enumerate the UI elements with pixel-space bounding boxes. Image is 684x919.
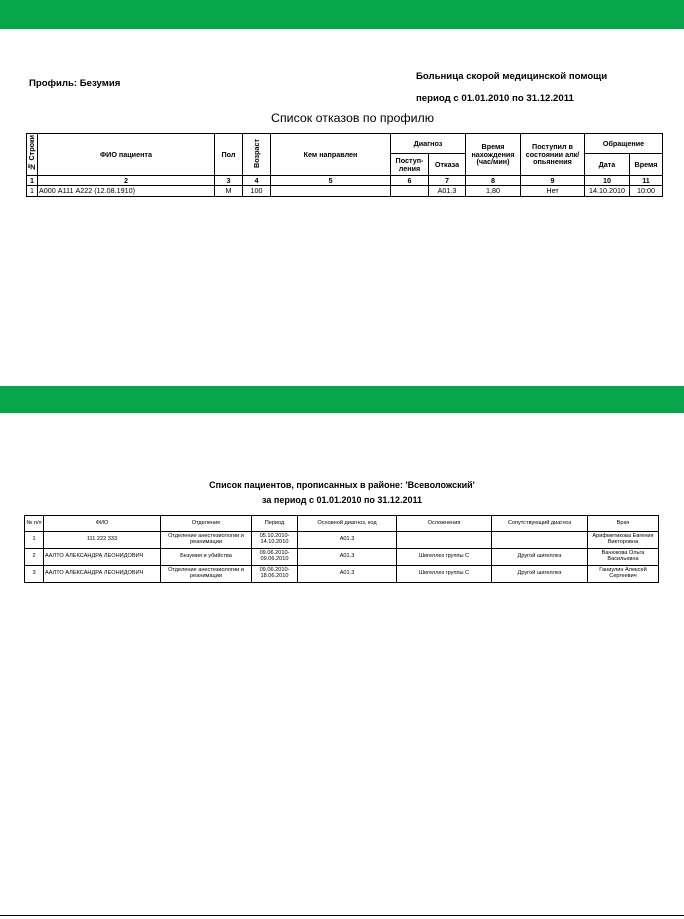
header-sex: Пол (215, 134, 243, 176)
cell-sex: М (215, 186, 243, 197)
col-number: 8 (466, 176, 521, 186)
cell-time: 10:00 (630, 186, 663, 197)
cell-no: 1 (25, 532, 44, 549)
cell-doctor: Арифметикова Евгения Викторовна (588, 532, 659, 549)
cell-fio: ААЛТО АЛЕКСАНДРА ЛЕОНИДОВИЧ (44, 549, 161, 566)
report2-period: за период с 01.01.2010 по 31.12.2011 (262, 495, 422, 505)
cell-fio: ААЛТО АЛЕКСАНДРА ЛЕОНИДОВИЧ (44, 566, 161, 583)
col-number: 10 (585, 176, 630, 186)
header-complications: Осложнения (397, 516, 492, 532)
cell-department: Безумия и убийства (161, 549, 252, 566)
cell-no: 3 (25, 566, 44, 583)
col-number: 6 (391, 176, 429, 186)
header-stay-time: Время нахождения (час/мин) (466, 134, 521, 176)
cell-department: Отделение анестезиологии и реанимации (161, 532, 252, 549)
top-green-band (0, 0, 684, 29)
cell-doctor: Ганиулин Алексей Сергеевич (588, 566, 659, 583)
cell-age: 100 (243, 186, 271, 197)
profile-label: Профиль: Безумия (29, 78, 121, 89)
table-row (25, 532, 659, 549)
column-numbers-row (27, 176, 663, 186)
header-row-no: № Строки (27, 134, 38, 176)
cell-main-diagnosis: A01.3 (298, 532, 397, 549)
header-doctor: Врач (588, 516, 659, 532)
cell-complications: Шигеллез группы С (397, 566, 492, 583)
cell-fio: А000 А111 А222 (12.08.1910) (38, 186, 215, 197)
cell-period: 09.06.2010-18.06.2010 (252, 566, 298, 583)
header-diagnosis: Диагноз (391, 134, 466, 154)
cell-period: 09.06.2010-09.06.2010 (252, 549, 298, 566)
table-row (25, 566, 659, 583)
header-department: Отделение (161, 516, 252, 532)
col-number: 5 (271, 176, 391, 186)
report1-title: Список отказов по профилю (271, 111, 435, 125)
col-number: 4 (243, 176, 271, 186)
middle-green-band (0, 386, 684, 413)
header-diag-admission: Поступ-ления (391, 154, 429, 176)
cell-fio: 111 222 333 (44, 532, 161, 549)
cell-concomitant: Другой шигеллез (492, 549, 588, 566)
cell-period: 05.10.2010-14.10.2010 (252, 532, 298, 549)
cell-no: 1 (27, 186, 38, 197)
header-diag-refusal: Отказа (429, 154, 466, 176)
col-number: 11 (630, 176, 663, 186)
cell-complications (397, 532, 492, 549)
table-row (25, 549, 659, 566)
cell-referred-by (271, 186, 391, 197)
header-referred-by: Кем направлен (271, 134, 391, 176)
patients-table (24, 515, 659, 583)
col-number: 9 (521, 176, 585, 186)
col-number: 7 (429, 176, 466, 186)
cell-doctor: Ванюкова Ольга Васильевна (588, 549, 659, 566)
header-visit-date: Дата (585, 154, 630, 176)
header-no: № п/п (25, 516, 44, 532)
report2-title: Список пациентов, прописанных в районе: 'Всеволожский' (209, 480, 475, 490)
header-age: Возраст (243, 134, 271, 176)
header-visit: Обращение (585, 134, 663, 154)
header-main-diagnosis: Основной диагноз, код (298, 516, 397, 532)
table-row (27, 186, 663, 197)
cell-intox: Нет (521, 186, 585, 197)
cell-complications: Шигеллез группы С (397, 549, 492, 566)
report1-period: период с 01.01.2010 по 31.12.2011 (416, 93, 574, 104)
cell-main-diagnosis: A01.3 (298, 566, 397, 583)
col-number: 3 (215, 176, 243, 186)
cell-stay-time: 1,80 (466, 186, 521, 197)
cell-main-diagnosis: A01.3 (298, 549, 397, 566)
header-fio: ФИО пациента (38, 134, 215, 176)
bottom-divider (0, 915, 684, 916)
cell-date: 14.10.2010 (585, 186, 630, 197)
cell-concomitant: Другой шигеллез (492, 566, 588, 583)
header-period: Период (252, 516, 298, 532)
header-visit-time: Время (630, 154, 663, 176)
cell-concomitant (492, 532, 588, 549)
cell-no: 2 (25, 549, 44, 566)
refusals-table (26, 133, 663, 197)
header-concomitant: Сопутствующий диагноз (492, 516, 588, 532)
cell-diag-admission (391, 186, 429, 197)
cell-department: Отделение анестезиологии и реанимации (161, 566, 252, 583)
cell-diag-refusal: A01.3 (429, 186, 466, 197)
col-number: 1 (27, 176, 38, 186)
header-intox: Поступил в состоянии алк/опьянения (521, 134, 585, 176)
col-number: 2 (38, 176, 215, 186)
hospital-name: Больница скорой медицинской помощи (416, 71, 608, 82)
header-fio: ФИО (44, 516, 161, 532)
